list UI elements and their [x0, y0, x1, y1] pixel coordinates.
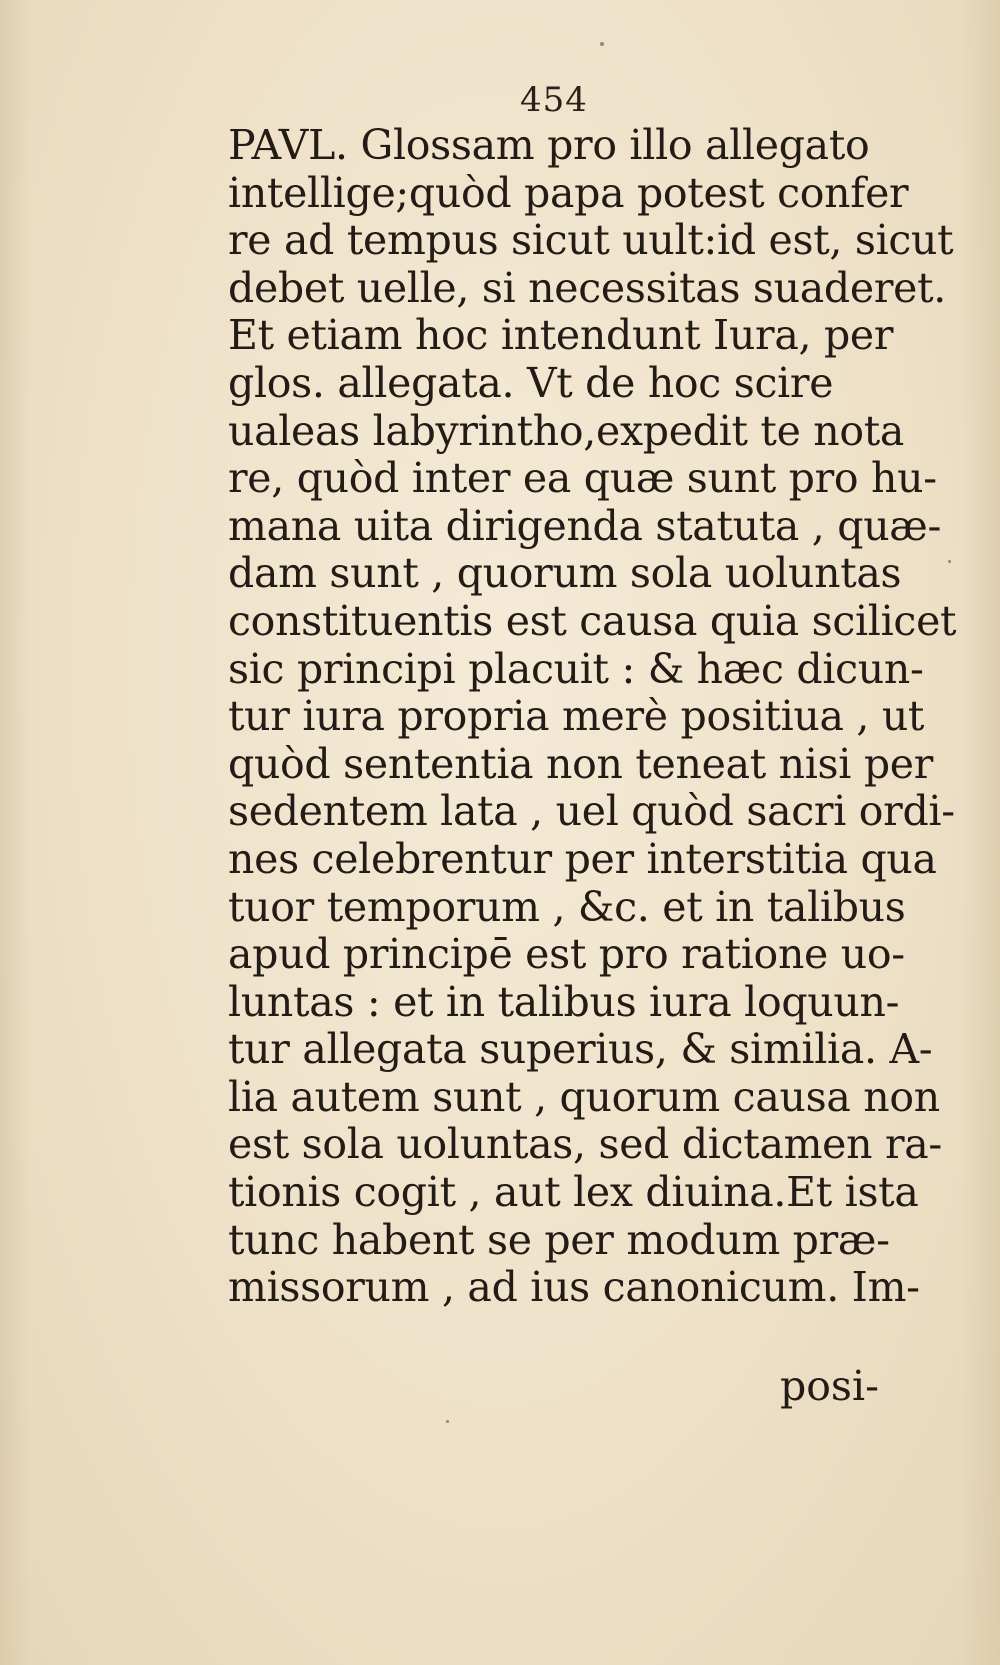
page-number: 454 [520, 80, 588, 120]
text-line: tuor temporum , &c. et in talibus [228, 882, 906, 931]
text-line: ualeas labyrintho,expedit te nota [228, 406, 905, 455]
text-line: re, quòd inter ea quæ sunt pro hu- [228, 454, 937, 503]
text-line: missorum , ad ius canonicum. Im- [228, 1263, 920, 1312]
text-line: lia autem sunt , quorum causa non [228, 1072, 940, 1121]
catchword: posi- [780, 1362, 879, 1410]
text-line: luntas : et in talibus iura loquun- [228, 977, 900, 1026]
text-line: sedentem lata , uel quòd sacri ordi- [228, 787, 955, 836]
text-line: tur allegata superius, & similia. A- [228, 1025, 933, 1074]
text-line: re ad tempus sicut uult:id est, sicut [228, 216, 954, 265]
text-line: dam sunt , quorum sola uoluntas [228, 549, 902, 598]
text-line: tur iura propria merè positiua , ut [228, 692, 925, 741]
text-line: sic principi placuit : & hæc dicun- [228, 644, 924, 693]
ink-speck [600, 42, 604, 46]
text-line: nes celebrentur per interstitia qua [228, 834, 937, 883]
text-line: glos. allegata. Vt de hoc scire [228, 358, 834, 407]
page-right-shadow [960, 0, 1000, 1665]
text-block [228, 121, 957, 1312]
text-line: quòd sententia non teneat nisi per [228, 739, 934, 788]
text-line: apud principē est pro ratione uo- [228, 930, 905, 979]
text-line: constituentis est causa quia scilicet [228, 596, 957, 645]
text-line: Et etiam hoc intendunt Iura, per [228, 311, 894, 360]
text-line: intellige;quòd papa potest confer [228, 168, 909, 217]
text-line: tionis cogit , aut lex diuina.Et ista [228, 1168, 919, 1217]
text-line: tunc habent se per modum præ- [228, 1215, 890, 1264]
text-line: mana uita dirigenda statuta , quæ- [228, 501, 942, 550]
text-line: debet uelle, si necessitas suaderet. [228, 263, 946, 312]
text-line: est sola uoluntas, sed dictamen ra- [228, 1120, 942, 1169]
page-left-shadow [0, 0, 30, 1665]
ink-speck [446, 1420, 449, 1423]
ink-speck [948, 560, 951, 563]
text-line: PAVL. Glossam pro illo allegato [228, 121, 870, 169]
